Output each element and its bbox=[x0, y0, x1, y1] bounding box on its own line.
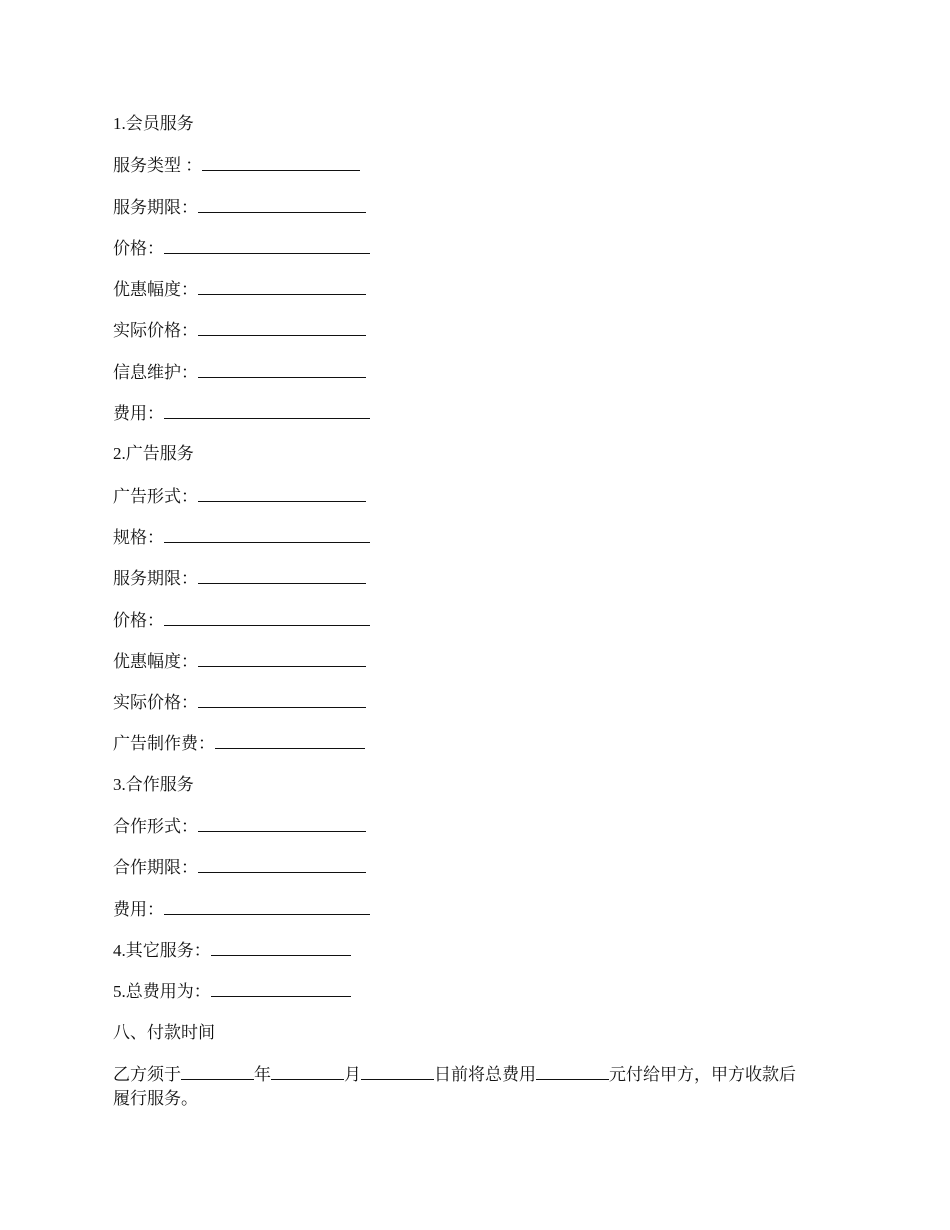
fill-blank[interactable] bbox=[198, 360, 366, 378]
field-label: 服务类型 ： bbox=[113, 156, 203, 176]
fill-blank[interactable] bbox=[202, 153, 360, 171]
fill-blank[interactable] bbox=[215, 731, 365, 749]
fill-blank[interactable] bbox=[198, 649, 366, 667]
section-1-heading: 1.会员服务 bbox=[113, 114, 194, 133]
payment-text: 元付给甲方，甲方收款后 bbox=[609, 1064, 796, 1084]
day-blank[interactable] bbox=[361, 1062, 434, 1080]
fill-blank[interactable] bbox=[198, 484, 366, 502]
year-blank[interactable] bbox=[181, 1062, 254, 1080]
field-label: 优惠幅度： bbox=[113, 280, 198, 300]
field-label: 价格： bbox=[113, 238, 164, 258]
form-line-price bbox=[113, 608, 853, 649]
field-label: 费用： bbox=[113, 899, 164, 919]
form-line-price bbox=[113, 236, 853, 277]
payment-text: 月 bbox=[344, 1064, 361, 1084]
form-line-ad-form bbox=[113, 484, 853, 525]
form-line-fee bbox=[113, 897, 853, 938]
form-line-cooperation-period bbox=[113, 855, 853, 896]
field-label: 费用： bbox=[113, 404, 164, 424]
field-label: 优惠幅度： bbox=[113, 651, 198, 671]
fill-blank[interactable] bbox=[198, 855, 366, 873]
amount-blank[interactable] bbox=[536, 1062, 609, 1080]
field-label: 合作形式： bbox=[113, 817, 198, 837]
field-label: 信息维护： bbox=[113, 362, 198, 382]
field-label: 5.总费用为： bbox=[113, 982, 211, 1002]
form-line-info-maintenance bbox=[113, 360, 853, 401]
field-label: 服务期限： bbox=[113, 197, 198, 217]
payment-text: 乙方须于 bbox=[113, 1064, 181, 1084]
field-label: 价格： bbox=[113, 610, 164, 630]
fill-blank[interactable] bbox=[164, 897, 370, 915]
form-line-actual-price bbox=[113, 318, 853, 359]
form-line-discount bbox=[113, 277, 853, 318]
fill-blank[interactable] bbox=[164, 401, 370, 419]
field-label: 规格： bbox=[113, 527, 164, 547]
section-4-line bbox=[113, 938, 853, 979]
fill-blank[interactable] bbox=[198, 566, 366, 584]
month-blank[interactable] bbox=[271, 1062, 344, 1080]
fill-blank[interactable] bbox=[211, 979, 351, 997]
field-label: 4.其它服务： bbox=[113, 940, 211, 960]
payment-paragraph bbox=[113, 1062, 853, 1111]
field-label: 广告制作费： bbox=[113, 734, 215, 754]
payment-text: 日前将总费用 bbox=[434, 1064, 536, 1084]
payment-text: 年 bbox=[254, 1064, 271, 1084]
payment-line-1 bbox=[113, 1062, 853, 1087]
section-3-heading: 3.合作服务 bbox=[113, 774, 194, 794]
field-label: 广告形式： bbox=[113, 486, 198, 506]
form-line-ad-production-fee bbox=[113, 731, 853, 772]
field-label: 合作期限： bbox=[113, 858, 198, 878]
fill-blank[interactable] bbox=[198, 690, 366, 708]
form-line-spec bbox=[113, 525, 853, 566]
form-line-actual-price bbox=[113, 690, 853, 731]
fill-blank[interactable] bbox=[211, 938, 351, 956]
fill-blank[interactable] bbox=[198, 814, 366, 832]
form-line-service-period bbox=[113, 566, 853, 607]
payment-heading: 八、付款时间 bbox=[113, 1022, 215, 1042]
form-line-discount bbox=[113, 649, 853, 690]
field-label: 实际价格： bbox=[113, 321, 198, 341]
fill-blank[interactable] bbox=[198, 318, 366, 336]
contract-page bbox=[113, 112, 853, 1111]
section-5-line bbox=[113, 979, 853, 1020]
fill-blank[interactable] bbox=[164, 525, 370, 543]
fill-blank[interactable] bbox=[164, 236, 370, 254]
fill-blank[interactable] bbox=[198, 195, 366, 213]
form-line-service-period bbox=[113, 195, 853, 236]
payment-line-2: 履行服务。 bbox=[113, 1088, 198, 1108]
section-2-heading: 2.广告服务 bbox=[113, 444, 194, 464]
field-label: 实际价格： bbox=[113, 693, 198, 713]
field-label: 服务期限： bbox=[113, 569, 198, 589]
form-line-fee bbox=[113, 401, 853, 442]
form-line-service-type bbox=[113, 153, 853, 194]
fill-blank[interactable] bbox=[164, 608, 370, 626]
fill-blank[interactable] bbox=[198, 277, 366, 295]
form-line-cooperation-form bbox=[113, 814, 853, 855]
